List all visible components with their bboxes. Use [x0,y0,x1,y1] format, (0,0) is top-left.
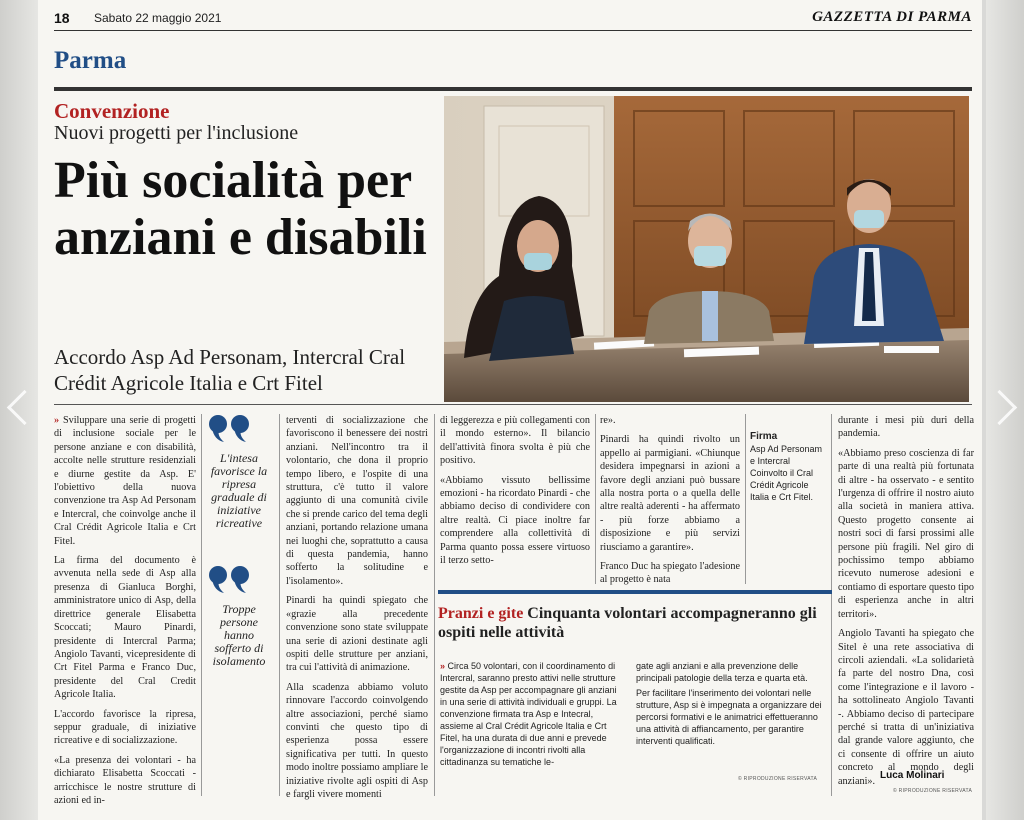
body-paragraph: L'accordo favorisce la ripresa, seppur graduale, di iniziative ricreative e di socializzazione. [54,708,196,747]
section-rule [54,87,972,91]
sidebar-paragraph: Circa 50 volontari, con il coordinamento di Intercral, saranno presto attivi nelle strutture gestite da Asp per accompagnare gli anziani in una serie di attività individuali e gruppi. La convenzione firmata tra Asp e Intecral, assieme al Cral Crédit Agricole Italia e Crt Fitel, ha una durata di due anni e prevede l'organizzazione di incontri rivolti alla cittadinanza su tematiche le- [440,661,617,767]
body-paragraph: Angiolo Tavanti ha spiegato che Sitel è una rete associativa di circoli aziendali. «La solidarietà fa parte del nostro Dna, così come l'integrazione e il lavoro - ha sottolineato Angiolo Tavanti -. Abbiamo deciso di partecipare perché si tratta di un'iniziativa dal grande valore aggiunto, che ci consente di offrire un aiuto concreto al mondo degli anziani». [838,628,974,787]
body-paragraph: «Abbiamo vissuto bellissime emozioni - ha ricordato Pinardi - che abbiamo deciso di condividere con altre realtà. Ci piace inoltre far comprendere alla collettività di Parma quanto possa essere virtuoso il terzo setto- [440,474,590,567]
body-paragraph: re». [600,415,616,426]
quote-icon [208,565,252,595]
page-number: 18 [54,10,70,26]
sidebar-paragraph: gate agli anziani e alla prevenzione delle principali patologie della terza e quarta età. [636,661,808,683]
paragraph-mark-icon: » [440,661,446,671]
sidebar-headline [438,604,832,642]
right-page-edge [986,0,1024,820]
caption-text: Asp Ad Personam e Intercral Coinvolto il Cral Crédit Agricole Italia e Crt Fitel. [750,444,823,503]
paragraph-mark-icon: » [54,415,60,426]
section-title: Parma [54,47,127,74]
body-column-3 [440,414,590,573]
column-divider [595,414,596,584]
body-column-2 [286,414,428,807]
body-paragraph: Sviluppare una serie di progetti di inclusione sociale per le persone anziane e con disabilità, accolte nelle strutture residenziali e diurne gestite da Asp. E' l'obiettivo della nuova convenzione tra Asp Ad Personam e Intercral, che coinvolge anche il Cral Crédit Agricole Italia e Crt Fitel. [54,415,196,547]
byline: Luca Molinari [880,770,945,781]
article-subkicker: Nuovi progetti per l'inclusione [54,122,299,144]
newspaper-page [38,0,982,820]
chevron-left-icon[interactable] [7,390,42,425]
copyright-note: © RIPRODUZIONE RISERVATA [738,776,818,782]
copyright-note: © RIPRODUZIONE RISERVATA [893,788,973,794]
pull-quote: Troppe persone hanno sofferto di isolamento [212,602,266,668]
sidebar-column-1 [440,660,626,771]
issue-date: Sabato 22 maggio 2021 [94,11,222,25]
article-photo [444,96,969,402]
body-column-4 [600,414,740,593]
column-divider [434,414,435,796]
column-divider [745,414,746,584]
chevron-right-icon[interactable] [982,390,1017,425]
page-header [54,8,972,31]
quote-icon [208,414,252,444]
body-paragraph: Pinardi ha quindi spiegato che «grazie alla precedente convenzione sono state sviluppate una serie di azioni destinate agli ospiti delle strutture per anziani, tra cui l'attività di animazione. [286,595,428,674]
body-paragraph: durante i mesi più duri della pandemia. [838,415,974,440]
caption-title: Firma [750,431,778,442]
article-rule [54,404,972,405]
pull-quote: L'intesa favorisce la ripresa graduale di iniziative ricreative [210,451,268,530]
body-paragraph: «Abbiamo preso coscienza di far parte di una realtà più fortunata di altre - ha osservato - e sentito l'urgenza di offrire il nostro aiuto alla società in maniera attiva. Questo progetto consente ai nostri soci di farsi prossimi alle persone più fragili. Nel giro di pochissimo tempo abbiamo ricevuto numerose adesioni e contiamo di esportare questo tipo di esperienza anche in altri territori». [838,447,974,620]
body-paragraph: Pinardi ha quindi rivolto un appello ai parmigiani. «Chiunque desidera impegnarsi in azioni a favore degli anziani può bussare alla nostra porta o a quella delle altre realtà aderenti - ha affermato - più forze abbiamo a disposizione e più servizi riusciamo a garantire». [600,434,740,553]
photo-caption [750,430,824,503]
article-kicker: Convenzione [54,99,170,123]
body-paragraph: Alla scadenza abbiamo voluto rinnovare l'accordo coinvolgendo altre associazioni, perché siamo convinti che questo tipo di esperienza possa essere significativa per tutti. In questo modo inoltre possiamo ampliare le iniziative rivolte agli ospiti di Asp e fargli vivere momenti [286,681,428,800]
sidebar-column-2 [636,660,826,750]
body-column-6 [838,414,974,794]
body-paragraph: La firma del documento è avvenuta nella sede di Asp alla presenza di Gianluca Borghi, amministratore unico di Asp, della direttrice generale Elisabetta Scoccati; Mauro Pinardi, presidente di Intercral Parma; Angiolo Tavanti, vicepresidente di Crt Fitel Parma e Franco Duc, presidente del Cral Credit Agricole Italia. [54,555,196,701]
column-divider [279,414,280,796]
body-paragraph: «La presenza dei volontari - ha dichiarato Elisabetta Scoccati - arricchisce le nostre strutture di azioni ed in- [54,754,196,806]
left-page-edge [0,0,38,820]
masthead: GAZZETTA DI PARMA [812,9,972,25]
body-paragraph: di leggerezza e più collegamenti con il mondo esterno». Il bilancio dell'attività finora svolta è più che positivo. [440,415,590,467]
body-paragraph: terventi di socializzazione che favoriscono il benessere dei nostri anziani. Nell'incontro tra il volontario, che dona il proprio tempo libero, e l'ospite di una struttura, c'è tutto il valore aggiunto di una comunità civile che si prende carico del tema degli anziani, portando relazione umana nei luoghi che, soprattutto a causa di questa pandemia, hanno sofferto la solitudine e l'isolamento». [286,415,428,587]
body-column-1 [54,414,196,813]
sidebar-paragraph: Per facilitare l'inserimento dei volontari nelle strutture, Asp si è impegnata a organizzare dei percorsi formativi e le animatrici effettueranno una attività di affiancamento, per garantire interventi qualificati. [636,688,822,746]
body-paragraph: Franco Duc ha spiegato l'adesione al progetto è nata [600,561,740,586]
article-deck: Accordo Asp Ad Personam, Intercral Cral Crédit Agricole Italia e Crt Fitel [54,345,406,395]
article-headline: Più socialità per anziani e disabili [54,152,427,266]
sidebar-kicker: Pranzi e gite [438,605,524,622]
sidebar-rule [438,590,832,594]
sidebar-title: Cinquanta volontari accompagneranno gli ospiti nelle attività [438,605,817,641]
column-divider [201,414,202,796]
